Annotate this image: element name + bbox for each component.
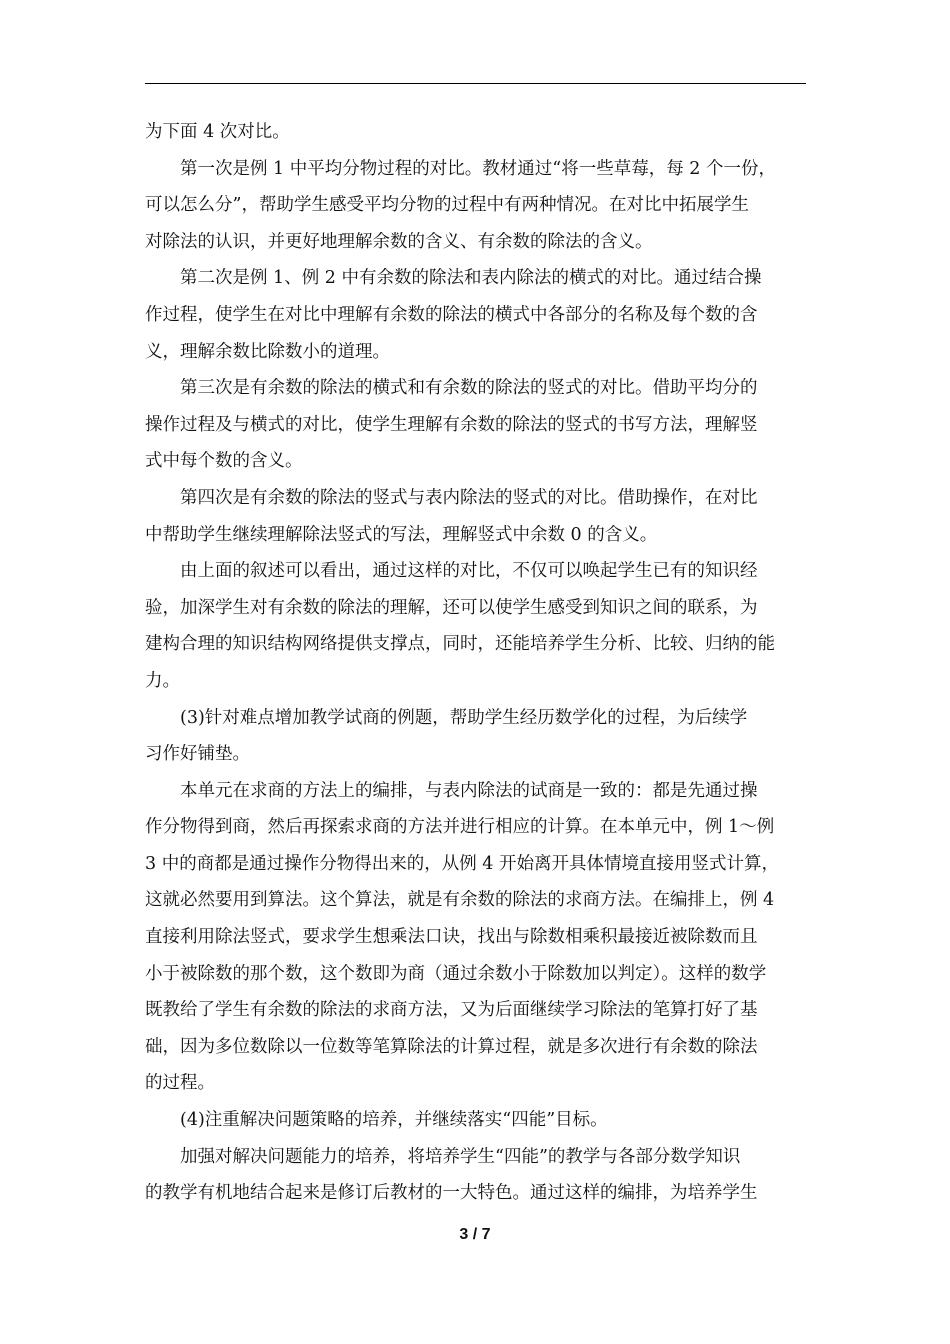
text-line: 加强对解决问题能力的培养，将培养学生“四能”的教学与各部分数学知识 <box>180 1146 741 1167</box>
text-line: 这就必然要用到算法。这个算法，就是有余数的除法的求商方法。在编排上，例 4 <box>145 890 775 911</box>
text-line: 作分物得到商，然后再探索求商的方法并进行相应的计算。在本单元中，例 1～例 <box>145 817 775 838</box>
text-line: 建构合理的知识结构网络提供支撑点，同时，还能培养学生分析、比较、归纳的能 <box>145 634 775 655</box>
text-line: 既教给了学生有余数的除法的求商方法，又为后面继续学习除法的笔算打好了基 <box>145 1000 758 1021</box>
text-line: 操作过程及与横式的对比，使学生理解有余数的除法的竖式的书写方法，理解竖 <box>145 414 758 435</box>
text-line: 作过程，使学生在对比中理解有余数的除法的横式中各部分的名称及每个数的含 <box>145 304 758 325</box>
text-line: 为下面 4 次对比。 <box>145 122 290 142</box>
page-number: 3 / 7 <box>459 1226 491 1243</box>
text-line: 的过程。 <box>145 1073 215 1094</box>
text-line: 础，因为多位数除以一位数等笔算除法的计算过程，就是多次进行有余数的除法 <box>145 1036 758 1057</box>
document-body <box>145 114 809 1212</box>
text-line: 小于被除数的那个数，这个数即为商（通过余数小于除数加以判定）。这样的数学 <box>145 963 767 984</box>
text-line: 的教学有机地结合起来是修订后教材的一大特色。通过这样的编排，为培养学生 <box>145 1183 758 1204</box>
text-line: 中帮助学生继续理解除法竖式的写法，理解竖式中余数 0 的含义。 <box>145 524 658 545</box>
text-line: 第四次是有余数的除法的竖式与表内除法的竖式的对比。借助操作，在对比 <box>180 487 758 508</box>
text-line: (3)针对难点增加教学试商的例题，帮助学生经历数学化的过程，为后续学 <box>180 707 748 728</box>
text-line: 可以怎么分”，帮助学生感受平均分物的过程中有两种情况。在对比中拓展学生 <box>145 195 749 216</box>
text-line: 力。 <box>145 670 180 691</box>
text-line: 式中每个数的含义。 <box>145 451 303 472</box>
text-line: 验，加深学生对有余数的除法的理解，还可以使学生感受到知识之间的联系，为 <box>145 597 758 618</box>
text-line: 第三次是有余数的除法的横式和有余数的除法的竖式的对比。借助平均分的 <box>180 378 758 399</box>
text-line: 直接利用除法竖式，要求学生想乘法口诀，找出与除数相乘积最接近被除数而且 <box>145 927 758 948</box>
text-line: 义，理解余数比除数小的道理。 <box>145 341 390 362</box>
text-line: 第一次是例 1 中平均分物过程的对比。教材通过“将一些草莓，每 2 个一份， <box>180 158 776 179</box>
header-rule <box>145 83 806 84</box>
text-line: (4)注重解决问题策略的培养，并继续落实“四能”目标。 <box>180 1110 608 1131</box>
text-line: 对除法的认识，并更好地理解余数的含义、有余数的除法的含义。 <box>145 231 653 252</box>
text-line: 第二次是例 1、例 2 中有余数的除法和表内除法的横式的对比。通过结合操 <box>180 268 762 289</box>
text-line: 3 中的商都是通过操作分物得出来的，从例 4 开始离开具体情境直接用竖式计算， <box>145 853 779 874</box>
text-line: 本单元在求商的方法上的编排，与表内除法的试商是一致的：都是先通过操 <box>180 780 758 801</box>
text-line: 由上面的叙述可以看出，通过这样的对比，不仅可以唤起学生已有的知识经 <box>180 561 758 582</box>
text-line: 习作好铺垫。 <box>145 744 250 765</box>
